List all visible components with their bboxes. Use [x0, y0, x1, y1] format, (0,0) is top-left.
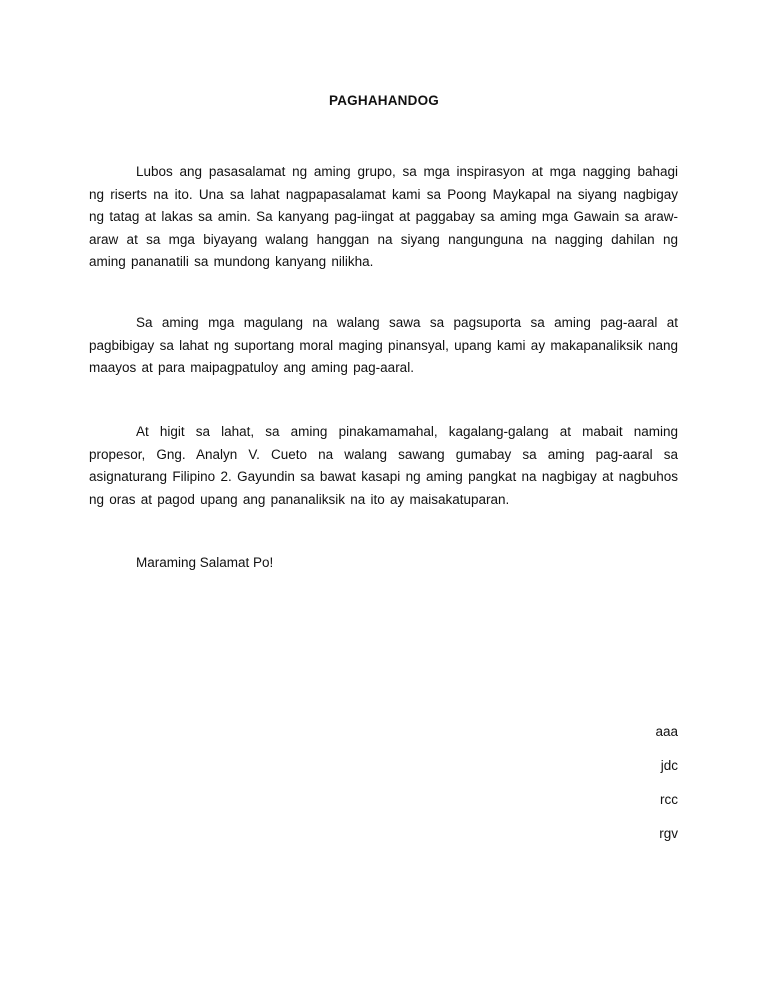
signatories-list: [655, 722, 678, 858]
signatory-initials: rcc: [660, 792, 678, 807]
signatory-initials: rgv: [659, 826, 678, 841]
signatory-initials: aaa: [655, 724, 678, 739]
page-title: PAGHAHANDOG: [329, 93, 439, 108]
paragraph-gratitude-parents: Sa aming mga magulang na walang sawa sa pagsuporta sa aming pag-aaral at pagbibigay sa lahat ng suportang moral maging pinansyal, upang kami ay makapanaliksik nang maayos at para maipagpatuloy ang aming pag-aaral.: [89, 315, 678, 375]
paragraph-gratitude-professor: At higit sa lahat, sa aming pinakamamahal, kagalang-galang at mabait naming propesor, Gng. Analyn V. Cueto na walang sawang gumabay sa aming pag-aaral sa asignaturang Filipino 2. Gayundin sa bawat kasapi ng aming pangkat na nagbigay at nagbuhos ng oras at pagod upang ang pananaliksik na ito ay maisakatuparan.: [89, 424, 678, 507]
paragraph-gratitude-god: Lubos ang pasasalamat ng aming grupo, sa mga inspirasyon at mga nagging bahagi ng riserts na ito. Una sa lahat nagpapasalamat kami sa Poong Maykapal na siyang nagbigay ng tatag at lakas sa amin. Sa kanyang pag-iingat at paggabay sa aming mga Gawain sa araw-araw at sa mga biyayang walang hanggan na siyang nangunguna na nagging dahilan ng aming pananatili sa mundong kanyang nilikha.: [89, 164, 678, 269]
closing-line: Maraming Salamat Po!: [136, 555, 274, 570]
signatory-initials: jdc: [660, 758, 678, 773]
